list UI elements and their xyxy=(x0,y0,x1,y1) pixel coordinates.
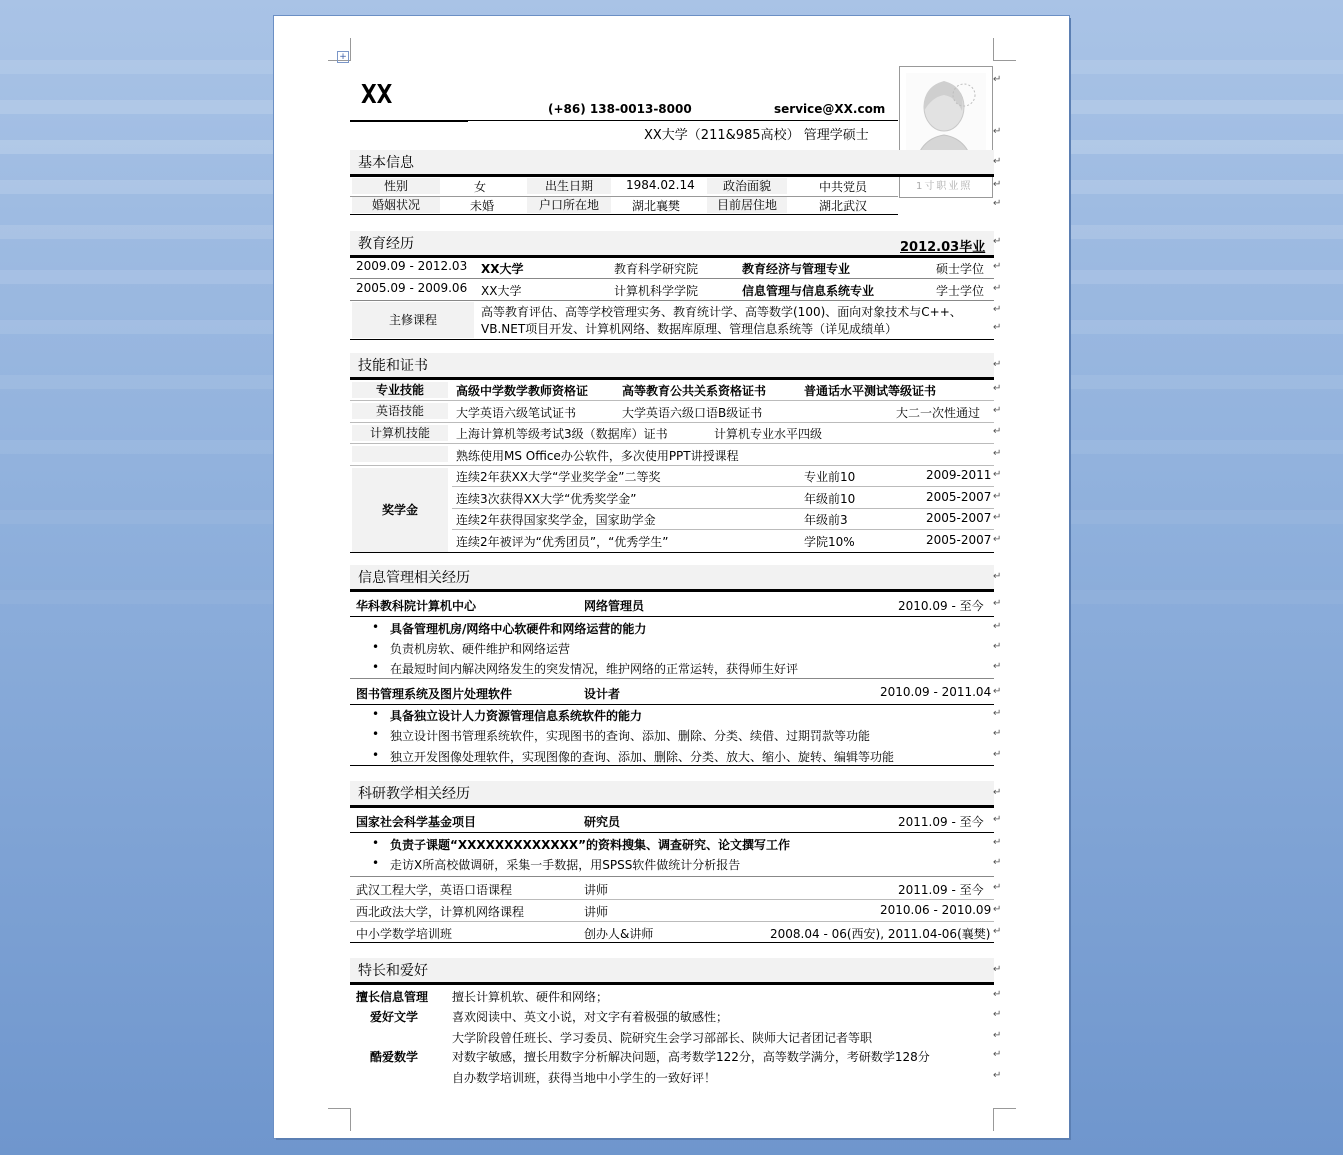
job-bullet: 负责子课题“XXXXXXXXXXXXX”的资料搜集、调查研究、论文撰写工作 xyxy=(390,838,791,852)
label-residence: 目前居住地 xyxy=(707,197,787,213)
phone: (+86) 138-0013-8000 xyxy=(548,102,692,116)
job-bullet: 具备独立设计人力资源管理信息系统软件的能力 xyxy=(390,709,643,723)
bullet-icon: • xyxy=(372,640,380,654)
section-title: 基本信息 xyxy=(358,155,414,171)
label-birth: 出生日期 xyxy=(527,178,611,194)
label-scholarship: 奖学金 xyxy=(352,468,448,552)
job-period: 2010.09 - 至今 xyxy=(898,599,984,613)
teach-role: 创办人&讲师 xyxy=(584,927,654,941)
crop-mark xyxy=(993,1108,1016,1131)
header-rule xyxy=(468,120,898,121)
bullet-icon: • xyxy=(372,660,380,674)
scholarship-desc: 连续2年被评为“优秀团员”，“优秀学生” xyxy=(456,535,669,549)
office-skill: 熟练使用MS Office办公软件，多次使用PPT讲授课程 xyxy=(456,449,739,463)
value-gender: 女 xyxy=(474,180,487,194)
job-org: 国家社会科学基金项目 xyxy=(356,815,477,829)
table-move-handle-icon[interactable]: + xyxy=(337,51,349,63)
job-org: 图书管理系统及图片处理软件 xyxy=(356,687,513,701)
scholarship-rank: 学院10% xyxy=(804,535,855,549)
edu-college: 教育科学研究院 xyxy=(614,262,699,276)
section-hobbies xyxy=(350,958,994,985)
courses-line-2: VB.NET项目开发、计算机网络、数据库原理、管理信息系统等（详见成绩单） xyxy=(481,322,898,336)
courses-line-1: 高等教育评估、高等学校管理实务、教育统计学、高等数学(100)、面向对象技术与C++、 xyxy=(481,305,962,319)
edu-college: 计算机科学学院 xyxy=(614,284,699,298)
edu-school: XX大学 xyxy=(481,262,524,276)
cert: 计算机专业水平四级 xyxy=(714,427,823,441)
teach-period: 2010.06 - 2010.09 xyxy=(880,903,992,917)
crop-mark xyxy=(328,1108,351,1131)
bullet-icon: • xyxy=(372,707,380,721)
job-bullet: 走访X所高校做调研，采集一手数据，用SPSS软件做统计分析报告 xyxy=(390,858,741,872)
job-period: 2010.09 - 2011.04 xyxy=(880,685,992,699)
teach-role: 讲师 xyxy=(584,905,609,919)
teach-period: 2008.04 - 06(西安), 2011.04-06(襄樊) xyxy=(770,927,991,941)
edu-degree: 学士学位 xyxy=(936,284,985,298)
section-title: 信息管理相关经历 xyxy=(358,570,470,586)
label-politics: 政治面貌 xyxy=(707,178,787,194)
hobby-label: 爱好文学 xyxy=(370,1010,419,1024)
label-marital: 婚姻状况 xyxy=(352,197,440,213)
job-bullet: 独立开发图像处理软件，实现图像的查询、添加、删除、分类、放大、缩小、旋转、编辑等功能 xyxy=(390,750,895,764)
value-hukou: 湖北襄樊 xyxy=(632,199,681,213)
label-courses: 主修课程 xyxy=(352,302,474,338)
teach-org: 武汉工程大学，英语口语课程 xyxy=(356,883,513,897)
empty-cell xyxy=(352,446,448,462)
name-underline xyxy=(350,120,468,122)
cert: 大学英语六级口语B级证书 xyxy=(622,406,763,420)
job-org: 华科教科院计算机中心 xyxy=(356,599,477,613)
value-residence: 湖北武汉 xyxy=(819,199,868,213)
job-role: 网络管理员 xyxy=(584,599,645,613)
hobby-label: 擅长信息管理 xyxy=(356,990,429,1004)
teach-org: 西北政法大学，计算机网络课程 xyxy=(356,905,525,919)
hobby-text: 擅长计算机软、硬件和网络； xyxy=(452,990,609,1004)
edu-degree: 硕士学位 xyxy=(936,262,985,276)
teach-org: 中小学数学培训班 xyxy=(356,927,453,941)
document-page[interactable]: + XX (+86) 138-0013-8000 service@XX.com XX大学（211&985高校） 管理学硕士 1寸职业照 基本信息 性别 女 出生日期 1984.02.14 政治面貌 中共党员 婚姻状况 未婚 户口所在地 湖北襄樊 目前居住地 湖北武汉 教育经历 2012.03毕业 2009.09 - 2012.03 XX大学 教育科学研究院 教育经济与管理专业 硕士学位 2005.09 - 2009.06 XX大学 计算机科学学院 信息管理与信息系统专业 学士学位 主修课程 高等教育评估、高等学校管理实务、教育统计学、高等数学(100)、面向对象技术与C++、 VB.NET项目开发、计算机网络、数据库原理、管理信息系统等（详见成绩单） 技能和证书 专业技能 高级中学数学教师资格证 高等教育公共关系资格证书 普通话水平测试等级证书 英语技能 大学英语六级笔试证书 大学英语六级口语B级证书 大二一次性通过 计算机技能 上海计算机等级考试3级（数据库）证书 计算机专业水平四级 熟练使用MS Office办公软件，多次使用PPT讲授课程 奖学金 连续2年获XX大学“学业奖学金”二等奖 专业前10 2009-2011 连续3次获得XX大学“优秀奖学金” 年级前10 2005-2007 连续2年获得国家奖学金，国家助学金 年级前3 2005-2007 连续2年被评为“优秀团员”，“优秀学生” 学院10% 2005-2007 信息管理相关经历 华科教科院计算机中心 网络管理员 2010.09 - 至今 • 具备管理机房/网络中心软硬件和网络运营的能力 • 负责机房软、硬件维护和网络运营 • 在最短时间内解决网络发生的突发情况，维护网络的正常运转，获得师生好评 图书管理系统及图片处理软件 设计者 2010.09 - 2011.04 • 具备独立设计人力资源管理信息系统软件的能力 • 独立设计图书管理系统软件，实现图书的查询、添加、删除、分类、续借、过期罚款等功能 • 独立开发图像处理软件，实现图像的查询、添加、删除、分类、放大、缩小、旋转、编辑等功能 科研教学相关经历 国家社会科学基金项目 研究员 2011.09 - 至今 • 负责子课题“XXXXXXXXXXXXX”的资料搜集、调查研究、论文撰写工作 • 走访X所高校做调研，采集一手数据，用SPSS软件做统计分析报告 武汉工程大学，英语口语课程 讲师 2011.09 - 至今 西北政法大学，计算机网络课程 讲师 2010.06 - 2010.09 中小学数学培训班 创办人&讲师 2008.04 - 06(西安), 2011.04-06(襄樊) 特长和爱好 擅长信息管理 擅长计算机软、硬件和网络； 爱好文学 喜欢阅读中、英文小说，对文字有着极强的敏感性； 大学阶段曾任班长、学习委员、院研究生会学习部部长、陕师大记者团记者等职 酷爱数学 对数字敏感，擅长用数字分析解决问题，高考数学122分，高等数学满分，考研数学128分 自办数学培训班，获得当地中小学生的一致好评！ ↵ ↵ ↵ ↵ ↵ ↵ ↵ ↵ ↵ ↵ ↵ ↵ ↵ ↵ ↵ ↵ ↵ ↵ ↵ ↵ ↵ ↵ ↵ ↵ ↵ ↵ ↵ ↵ ↵ ↵ ↵ ↵ ↵ ↵ ↵ ↵ ↵ ↵ ↵ ↵ ↵ xyxy=(274,16,1069,1138)
cert: 上海计算机等级考试3级（数据库）证书 xyxy=(456,427,668,441)
crop-mark xyxy=(993,38,1016,61)
edu-period: 2005.09 - 2009.06 xyxy=(356,281,468,295)
school-degree: XX大学（211&985高校） 管理学硕士 xyxy=(644,128,869,143)
cert: 普通话水平测试等级证书 xyxy=(804,384,937,398)
bullet-icon: • xyxy=(372,856,380,870)
job-role: 设计者 xyxy=(584,687,621,701)
value-politics: 中共党员 xyxy=(819,180,868,194)
job-period: 2011.09 - 至今 xyxy=(898,815,984,829)
scholarship-rank: 年级前10 xyxy=(804,492,856,506)
scholarship-rank: 专业前10 xyxy=(804,470,856,484)
profile-photo xyxy=(899,66,993,198)
label-hukou: 户口所在地 xyxy=(527,197,611,213)
job-bullet: 负责机房软、硬件维护和网络运营 xyxy=(390,642,571,656)
edu-school: XX大学 xyxy=(481,284,522,298)
section-info-mgmt xyxy=(350,565,994,592)
hobby-text: 对数字敏感，擅长用数字分析解决问题，高考数学122分，高等数学满分，考研数学128分 xyxy=(452,1050,930,1064)
bullet-icon: • xyxy=(372,727,380,741)
label-english: 英语技能 xyxy=(352,403,448,419)
job-bullet: 具备管理机房/网络中心软硬件和网络运营的能力 xyxy=(390,622,647,636)
job-bullet: 独立设计图书管理系统软件，实现图书的查询、添加、删除、分类、续借、过期罚款等功能 xyxy=(390,729,871,743)
label-pro-skills: 专业技能 xyxy=(352,382,448,398)
scholarship-rank: 年级前3 xyxy=(804,513,848,527)
section-skills xyxy=(350,353,994,380)
section-basic-info xyxy=(350,150,994,177)
section-title: 特长和爱好 xyxy=(358,963,428,979)
teach-period: 2011.09 - 至今 xyxy=(898,883,984,897)
section-title: 教育经历 xyxy=(358,236,414,252)
graduation-date: 2012.03毕业 xyxy=(900,240,986,255)
label-gender: 性别 xyxy=(352,178,440,194)
cert-note: 大二一次性通过 xyxy=(896,406,981,420)
cert: 高等教育公共关系资格证书 xyxy=(622,384,767,398)
edu-major: 信息管理与信息系统专业 xyxy=(742,284,875,298)
hobby-text: 大学阶段曾任班长、学习委员、院研究生会学习部部长、陕师大记者团记者等职 xyxy=(452,1031,873,1045)
scholarship-desc: 连续3次获得XX大学“优秀奖学金” xyxy=(456,492,637,506)
bullet-icon: • xyxy=(372,620,380,634)
cert: 大学英语六级笔试证书 xyxy=(456,406,577,420)
job-bullet: 在最短时间内解决网络发生的突发情况，维护网络的正常运转，获得师生好评 xyxy=(390,662,799,676)
scholarship-desc: 连续2年获XX大学“学业奖学金”二等奖 xyxy=(456,470,661,484)
value-marital: 未婚 xyxy=(470,199,495,213)
job-role: 研究员 xyxy=(584,815,621,829)
email[interactable]: service@XX.com xyxy=(774,102,886,116)
scholarship-years: 2009-2011 xyxy=(926,468,992,482)
cert: 高级中学数学教师资格证 xyxy=(456,384,589,398)
value-birth: 1984.02.14 xyxy=(626,178,695,192)
label-computer: 计算机技能 xyxy=(352,425,448,441)
hobby-text: 自办数学培训班，获得当地中小学生的一致好评！ xyxy=(452,1071,717,1085)
scholarship-years: 2005-2007 xyxy=(926,511,992,525)
section-title: 技能和证书 xyxy=(358,358,428,374)
bullet-icon: • xyxy=(372,836,380,850)
section-research xyxy=(350,781,994,808)
scholarship-years: 2005-2007 xyxy=(926,490,992,504)
bullet-icon: • xyxy=(372,748,380,762)
edu-major: 教育经济与管理专业 xyxy=(742,262,851,276)
candidate-name: XX xyxy=(361,80,393,110)
edu-period: 2009.09 - 2012.03 xyxy=(356,259,468,273)
photo-caption: 1寸职业照 xyxy=(916,181,973,192)
scholarship-desc: 连续2年获得国家奖学金，国家助学金 xyxy=(456,513,656,527)
hobby-label: 酷爱数学 xyxy=(370,1050,419,1064)
scholarship-years: 2005-2007 xyxy=(926,533,992,547)
section-title: 科研教学相关经历 xyxy=(358,786,470,802)
section-education xyxy=(350,231,994,258)
hobby-text: 喜欢阅读中、英文小说，对文字有着极强的敏感性； xyxy=(452,1010,729,1024)
teach-role: 讲师 xyxy=(584,883,609,897)
